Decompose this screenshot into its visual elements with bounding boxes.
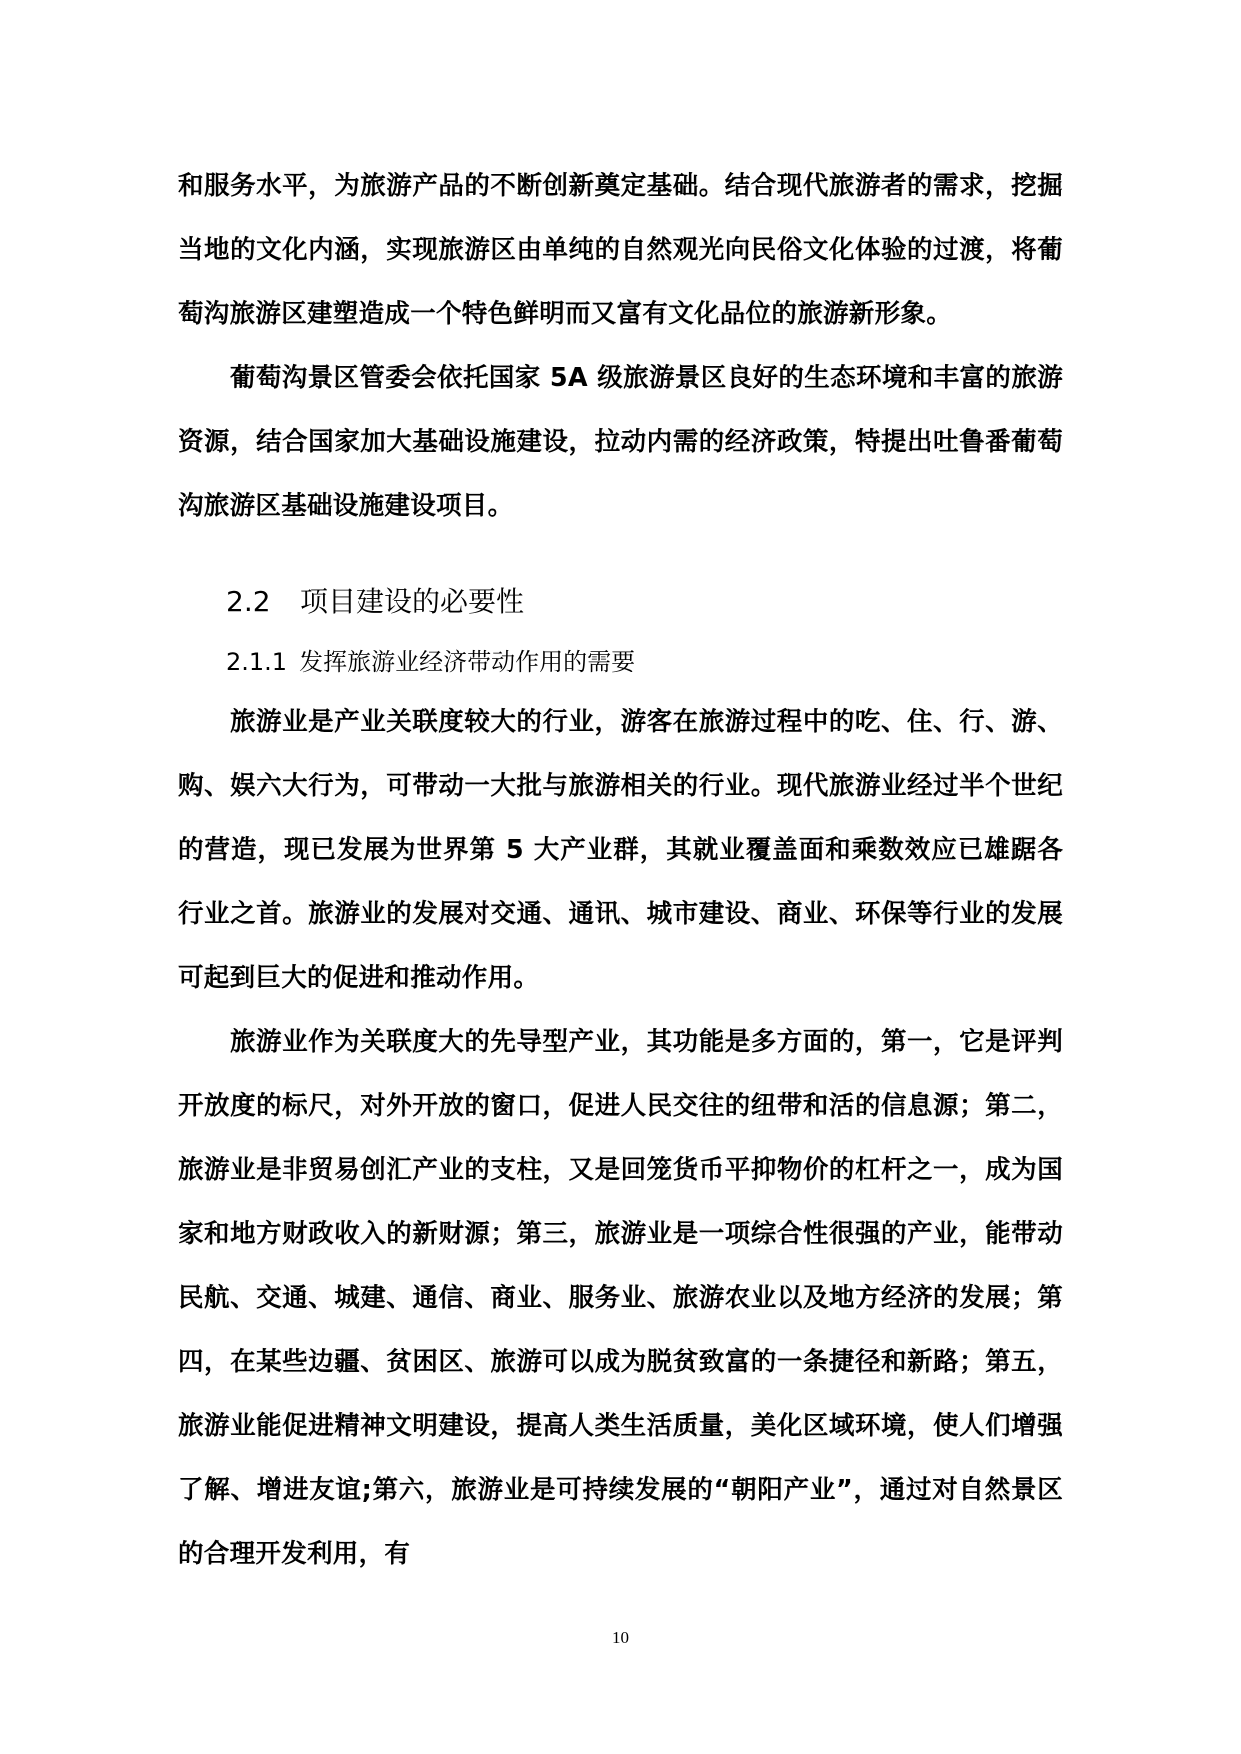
subsection-number: 2.1.1: [226, 648, 288, 676]
body-paragraph-3: 旅游业是产业关联度较大的行业，游客在旅游过程中的吃、住、行、游、购、娱六大行为，可带动一大批与旅游相关的行业。现代旅游业经过半个世纪的营造，现已发展为世界第 5 大产业群，其就业覆盖面和乘数效应已雄踞各行业之首。旅游业的发展对交通、通讯、城市建设、商业、环保等行业的发展可起到巨大的促进和推动作用。: [178, 707, 1063, 993]
section-title: 项目建设的必要性: [300, 585, 525, 618]
body-paragraph-2: 葡萄沟景区管委会依托国家 5A 级旅游景区良好的生态环境和丰富的旅游资源，结合国家加大基础设施建设，拉动内需的经济政策，特提出吐鲁番葡萄沟旅游区基础设施建设项目。: [178, 363, 1063, 521]
top-margin: [178, 0, 1063, 172]
section-heading: [178, 578, 1063, 626]
page-number: 10: [612, 1628, 629, 1647]
subsection-heading: [178, 640, 1063, 684]
section-number: 2.2: [226, 585, 271, 618]
subsection-title: 发挥旅游业经济带动作用的需要: [299, 648, 636, 676]
body-paragraph-4: 旅游业作为关联度大的先导型产业，其功能是多方面的，第一，它是评判开放度的标尺，对外开放的窗口，促进人民交往的纽带和活的信息源；第二，旅游业是非贸易创汇产业的支柱，又是回笼货币平抑物价的杠杆之一，成为国家和地方财政收入的新财源；第三，旅游业是一项综合性很强的产业，能带动民航、交通、城建、通信、商业、服务业、旅游农业以及地方经济的发展；第四，在某些边疆、贫困区、旅游可以成为脱贫致富的一条捷径和新路；第五，旅游业能促进精神文明建设，提高人类生活质量，美化区域环境，使人们增强了解、增进友谊;第六，旅游业是可持续发展的“朝阳产业”，通过对自然景区的合理开发利用，有: [178, 1027, 1063, 1569]
body-paragraph-1: 和服务水平，为旅游产品的不断创新奠定基础。结合现代旅游者的需求，挖掘当地的文化内涵，实现旅游区由单纯的自然观光向民俗文化体验的过渡，将葡萄沟旅游区建塑造成一个特色鲜明而又富有文化品位的旅游新形象。: [178, 171, 1063, 329]
